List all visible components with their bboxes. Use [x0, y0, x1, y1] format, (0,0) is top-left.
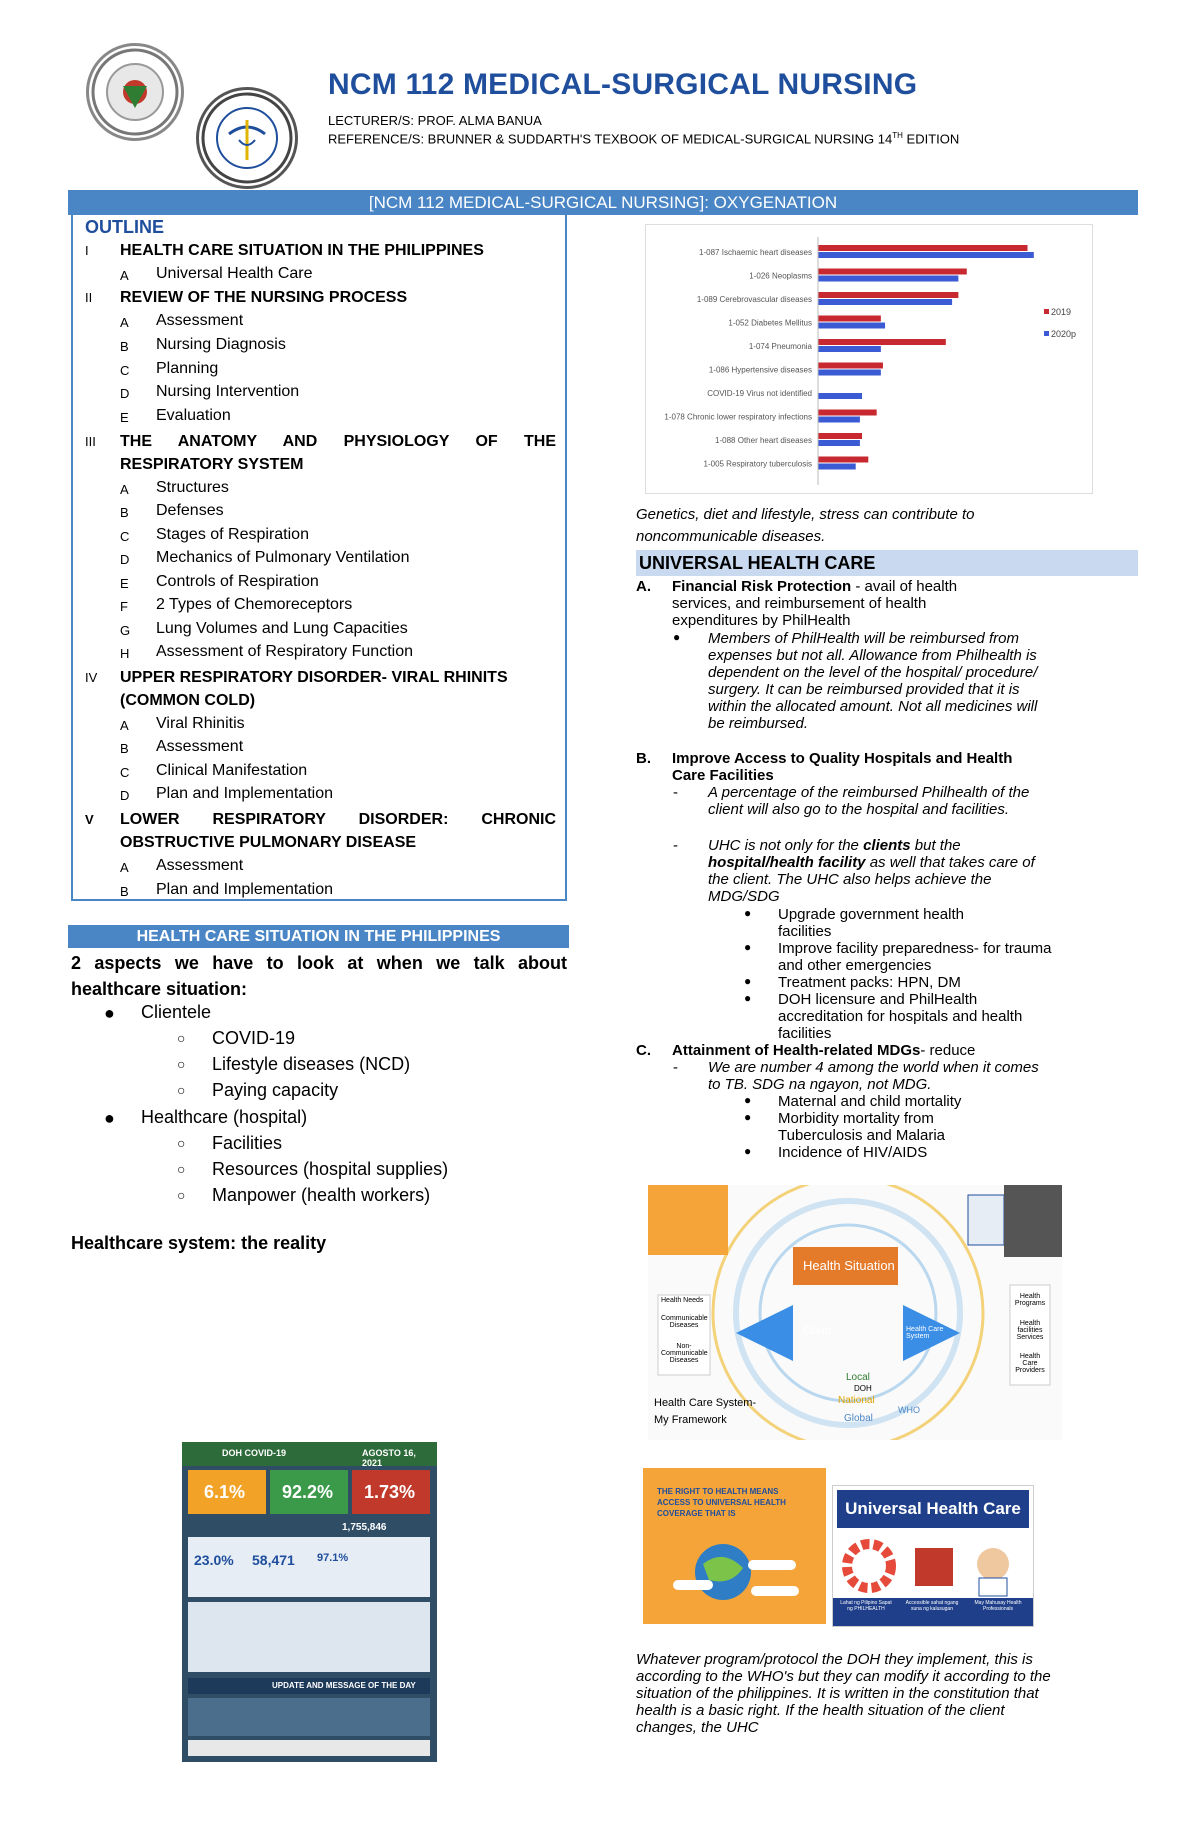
- fw-doh: DOH: [854, 1384, 872, 1393]
- chart-bar-2020p: [818, 276, 958, 282]
- sub-bullet-dot: ○: [177, 1187, 186, 1203]
- outline-item: Plan and Implementation: [156, 785, 333, 802]
- b-bullet: Improve facility preparedness- for trauma and other emergencies: [778, 940, 1052, 974]
- chart-bar-2020p: [818, 346, 881, 352]
- chart-bar-2020p: [818, 299, 952, 305]
- page-title: NCM 112 MEDICAL-SURGICAL NURSING: [328, 68, 918, 101]
- legend-label: 2019: [1051, 307, 1072, 317]
- stat-died: 1.73%: [364, 1482, 416, 1502]
- outline-item: Assessment: [156, 312, 244, 329]
- c-bullet: Incidence of HIV/AIDS: [778, 1144, 928, 1161]
- outline-item: Viral Rhinitis: [156, 715, 245, 732]
- dash: -: [673, 1059, 678, 1076]
- fw-right-label: Health facilities Services: [1016, 1320, 1044, 1341]
- chart-category-label: 1-087 Ischaemic heart diseases: [699, 248, 812, 257]
- sub-bullet: Lifestyle diseases (NCD): [212, 1054, 411, 1074]
- section-num: V: [85, 812, 94, 827]
- section-num: I: [85, 243, 89, 258]
- bullet-clientele: Clientele: [141, 1002, 212, 1022]
- fw-right-label: Health Programs: [1014, 1293, 1046, 1307]
- item-a-label: A.: [636, 578, 651, 595]
- reference-line: [328, 131, 959, 146]
- fw-client: Client: [803, 1325, 832, 1337]
- bullet-dot: ●: [744, 940, 752, 954]
- bullet-dot: ●: [744, 974, 752, 988]
- item-c-text: [672, 1042, 1052, 1059]
- sub-bullet: Facilities: [212, 1133, 283, 1153]
- lecturer-line: LECTURER/S: PROF. ALMA BANUA: [328, 113, 542, 128]
- img2-caption: Lahat ng Pilipino Sapat ng PHILHEALTH: [840, 1600, 892, 1612]
- item-letter: E: [120, 576, 129, 591]
- chart-category-label: 1-026 Neoplasms: [749, 271, 812, 281]
- outline-item: Clinical Manifestation: [156, 762, 308, 779]
- section-title-cont: OBSTRUCTIVE PULMONARY DISEASE: [120, 834, 417, 851]
- school-logo-left: [86, 43, 184, 141]
- outline-item: Mechanics of Pulmonary Ventilation: [156, 549, 410, 566]
- outline-box: [71, 215, 567, 901]
- reference-edition: EDITION: [902, 131, 960, 147]
- item-c-dash: We are number 4 among the world when it comes to TB. SDG na ngayon, not MDG.: [708, 1059, 1039, 1093]
- sub-bullet-dot: ○: [177, 1082, 186, 1098]
- section-title: REVIEW OF THE NURSING PROCESS: [120, 289, 408, 306]
- outline-item: 2 Types of Chemoreceptors: [156, 596, 353, 613]
- outline-title: OUTLINE: [85, 217, 164, 237]
- item-letter: A: [120, 482, 129, 497]
- outline-item: Assessment: [156, 738, 244, 755]
- chart-bar-2019: [818, 316, 881, 322]
- item-a-text: [672, 578, 1008, 629]
- bullet-dot: ●: [744, 906, 752, 920]
- item-letter: G: [120, 623, 131, 638]
- dash2-b: clients: [863, 837, 911, 854]
- outline-item: Stages of Respiration: [156, 526, 309, 543]
- legend-swatch: [1044, 331, 1049, 336]
- chart-bar-2019: [818, 292, 958, 298]
- uhc-heading: UNIVERSAL HEALTH CARE: [636, 550, 1138, 576]
- fw-national: National: [838, 1395, 875, 1406]
- closing-paragraph: Whatever program/protocol the DOH they implement, this is according to the WHO's but they can modify it according to the situation of the philippines. It is written in the constitution that health is a basic right. If the health situation of the client changes, the UHC: [636, 1651, 1051, 1736]
- chart-bar-2019: [818, 410, 877, 416]
- right-to-health-image: [643, 1468, 826, 1624]
- bullet-dot: ●: [104, 1003, 115, 1023]
- chart-bar-2019: [818, 269, 967, 275]
- fw-who: WHO: [898, 1405, 920, 1415]
- item-b-dash1: A percentage of the reimbursed Philhealth of the client will also go to the hospital and facilities.: [708, 784, 1030, 818]
- chart-bar-2020p: [818, 417, 860, 423]
- dash2-e: as well that takes care of the client. The UHC also helps achieve the MDG/SDG: [708, 854, 1035, 905]
- chart-bar-2020p: [818, 252, 1034, 258]
- school-logo-right: [196, 87, 298, 189]
- chart-bar-2020p: [818, 393, 862, 399]
- chart-svg: [646, 225, 1092, 493]
- bullet-dot: ●: [744, 1144, 752, 1158]
- chart-category-label: 1-078 Chronic lower respiratory infections: [664, 412, 812, 422]
- fw-global: Global: [844, 1413, 873, 1424]
- universal-health-care-image: [832, 1485, 1034, 1627]
- item-letter: A: [120, 860, 129, 875]
- dash2-c: but the: [910, 837, 961, 854]
- item-letter: H: [120, 646, 130, 661]
- chart-category-label: 1-089 Cerebrovascular diseases: [696, 295, 812, 304]
- item-letter: C: [120, 529, 130, 544]
- fw-local: Local: [846, 1372, 870, 1383]
- outline-item: Controls of Respiration: [156, 573, 319, 590]
- chart-bar-2020p: [818, 370, 881, 376]
- chart-category-label: 1-074 Pneumonia: [748, 342, 812, 351]
- fw-right-label: Health Care Providers: [1015, 1353, 1045, 1374]
- doh-covid-infographic: [182, 1442, 437, 1762]
- infographic-org: DOH COVID-19: [222, 1448, 287, 1458]
- outline-item: Evaluation: [156, 407, 231, 424]
- outline-item: Plan and Implementation: [156, 881, 333, 898]
- chart-bar-2019: [818, 457, 868, 463]
- health-care-framework-image: [648, 1185, 1062, 1440]
- stat-positivity: 23.0%: [194, 1552, 234, 1568]
- outline-item: Nursing Intervention: [156, 383, 300, 400]
- outline-item: Lung Volumes and Lung Capacities: [156, 620, 408, 637]
- reference-sup: TH: [892, 131, 903, 140]
- item-letter: C: [120, 765, 130, 780]
- bullet-dot: ●: [673, 630, 681, 644]
- sub-bullet-dot: ○: [177, 1161, 186, 1177]
- section-heading: HEALTH CARE SITUATION IN THE PHILIPPINES: [68, 925, 569, 948]
- chart-category-label: COVID-19 Virus not identified: [707, 389, 812, 398]
- reference-text: REFERENCE/S: BRUNNER & SUDDARTH'S TEXBOOK OF MEDICAL-SURGICAL NURSING 14: [328, 131, 893, 147]
- chart-bar-2019: [818, 433, 862, 439]
- bullet-dot: ●: [744, 1093, 752, 1107]
- sub-bullet-dot: ○: [177, 1135, 186, 1151]
- item-a-desc: - avail of health services, and reimbursement of health expenditures by PhilHealth: [672, 578, 958, 629]
- chart-bar-2020p: [818, 440, 860, 446]
- section-title-cont: (COMMON COLD): [120, 692, 256, 709]
- chart-bar-2019: [818, 363, 883, 369]
- stat-active: 6.1%: [204, 1482, 246, 1502]
- legend-label: 2020p: [1051, 329, 1077, 339]
- chart-category-label: 1-052 Diabetes Mellitus: [728, 318, 812, 328]
- section-num: III: [85, 434, 96, 449]
- item-letter: D: [120, 788, 130, 803]
- item-letter: A: [120, 718, 129, 733]
- outline-item: Assessment: [156, 857, 244, 874]
- sub-bullet: Paying capacity: [212, 1080, 339, 1100]
- legend-swatch: [1044, 309, 1049, 314]
- update-heading: UPDATE AND MESSAGE OF THE DAY: [272, 1681, 416, 1690]
- fw-center: Health Situation: [803, 1258, 895, 1273]
- ncd-bar-chart: [645, 224, 1093, 494]
- fw-system: Health Care System: [906, 1326, 944, 1340]
- sub-bullet-dot: ○: [177, 1030, 186, 1046]
- sub-bullet: COVID-19: [212, 1028, 296, 1048]
- img2-caption: Accessible sahat ngang suna ng kalusugan: [905, 1600, 959, 1612]
- item-b-label: B.: [636, 750, 651, 767]
- stat-recovered: 92.2%: [282, 1482, 334, 1502]
- infographic-date: AGOSTO 16, 2021: [362, 1448, 416, 1468]
- img1-text: THE RIGHT TO HEALTH MEANS ACCESS TO UNIVERSAL HEALTH COVERAGE THAT IS: [657, 1487, 786, 1518]
- item-letter: B: [120, 741, 129, 756]
- item-letter: B: [120, 339, 129, 354]
- section-title: UPPER RESPIRATORY DISORDER- VIRAL RHINITS: [120, 669, 508, 686]
- item-letter: D: [120, 552, 130, 567]
- chart-category-label: 1-086 Hypertensive diseases: [708, 365, 812, 375]
- section-title: THE ANATOMY AND PHYSIOLOGY OF THE: [120, 433, 556, 450]
- sub-bullet: Manpower (health workers): [212, 1185, 431, 1205]
- item-letter: B: [120, 884, 129, 899]
- section-title: HEALTH CARE SITUATION IN THE PHILIPPINES: [120, 242, 484, 259]
- item-a-bullet: Members of PhilHealth will be reimbursed from expenses but not all. Allowance from Philhealth is dependent on the level of the hospital/ procedure/ surgery. It can be reimbursed provided that it is within the allocated amount. Not all medicines will be reimbursed.: [708, 630, 1038, 732]
- reality-heading: Healthcare system: the reality: [71, 1233, 327, 1253]
- fw-caption2: My Framework: [654, 1414, 727, 1426]
- fw-caption1: Health Care System-: [654, 1397, 757, 1409]
- outline-item: Universal Health Care: [156, 265, 313, 282]
- item-letter: D: [120, 386, 130, 401]
- bullet-dot: ●: [104, 1108, 115, 1128]
- item-letter: C: [120, 363, 130, 378]
- dash: -: [673, 837, 678, 854]
- dash: -: [673, 784, 678, 801]
- item-a-title: Financial Risk Protection: [672, 578, 852, 595]
- item-b-title: Improve Access to Quality Hospitals and Health Care Facilities: [672, 750, 1013, 784]
- item-b-dash2: [708, 837, 1038, 905]
- chart-category-label: 1-005 Respiratory tuberculosis: [703, 459, 812, 469]
- img1-graphic: [643, 1468, 826, 1624]
- section-title: LOWER RESPIRATORY DISORDER: CHRONIC: [120, 811, 556, 828]
- chart-bar-2020p: [818, 323, 885, 329]
- item-c-desc: - reduce: [920, 1042, 976, 1059]
- chart-caption: Genetics, diet and lifestyle, stress can contribute to noncommunicable diseases.: [636, 506, 975, 545]
- outline-item: Defenses: [156, 502, 224, 519]
- outline-item: Assessment of Respiratory Function: [156, 643, 413, 660]
- chart-category-label: 1-088 Other heart diseases: [715, 436, 812, 445]
- c-bullet: Morbidity mortality from Tuberculosis and Malaria: [778, 1110, 946, 1144]
- outline-item: Planning: [156, 360, 219, 377]
- outline-item: Structures: [156, 479, 229, 496]
- section-num: IV: [85, 670, 98, 685]
- sub-bullet: Resources (hospital supplies): [212, 1159, 449, 1179]
- b-bullet: DOH licensure and PhilHealth accreditation for hospitals and health facilities: [778, 991, 1023, 1042]
- section-title-cont: RESPIRATORY SYSTEM: [120, 456, 304, 473]
- stat-tests: 58,471: [252, 1552, 295, 1568]
- item-letter: A: [120, 268, 129, 283]
- b-bullet: Upgrade government health facilities: [778, 906, 964, 940]
- dash2-d: hospital/health facility: [708, 854, 866, 871]
- chart-bar-2020p: [818, 464, 856, 470]
- bullet-healthcare: Healthcare (hospital): [141, 1107, 308, 1127]
- chart-bar-2019: [818, 339, 946, 345]
- stat-percent: 97.1%: [317, 1552, 349, 1564]
- c-bullet: Maternal and child mortality: [778, 1093, 962, 1110]
- b-bullet: Treatment packs: HPN, DM: [778, 974, 961, 991]
- stat-total: 1,755,846: [342, 1522, 387, 1533]
- intro-text: 2 aspects we have to look at when we talk about healthcare situation:: [71, 953, 567, 999]
- dash2-a: UHC is not only for the: [708, 837, 864, 854]
- item-letter: B: [120, 505, 129, 520]
- topic-banner: [NCM 112 MEDICAL-SURGICAL NURSING]: OXYGENATION: [68, 190, 1138, 215]
- bullet-dot: ●: [744, 991, 752, 1005]
- item-letter: F: [120, 599, 128, 614]
- item-letter: E: [120, 410, 129, 425]
- fw-left-label: Health Needs: [661, 1297, 704, 1304]
- item-letter: A: [120, 315, 129, 330]
- img2-caption: May Mahusay Health Professionals: [974, 1600, 1022, 1612]
- item-c-title: Attainment of Health-related MDGs: [672, 1042, 921, 1059]
- fw-left-label: Communicable Diseases: [661, 1315, 708, 1329]
- item-c-label: C.: [636, 1042, 651, 1059]
- fw-left-label: Non-Communicable Diseases: [661, 1343, 708, 1364]
- bullet-dot: ●: [744, 1110, 752, 1124]
- section-num: II: [85, 290, 93, 305]
- outline-item: Nursing Diagnosis: [156, 336, 286, 353]
- sub-bullet-dot: ○: [177, 1056, 186, 1072]
- img2-title: Universal Health Care: [837, 1490, 1029, 1528]
- chart-bar-2019: [818, 245, 1028, 251]
